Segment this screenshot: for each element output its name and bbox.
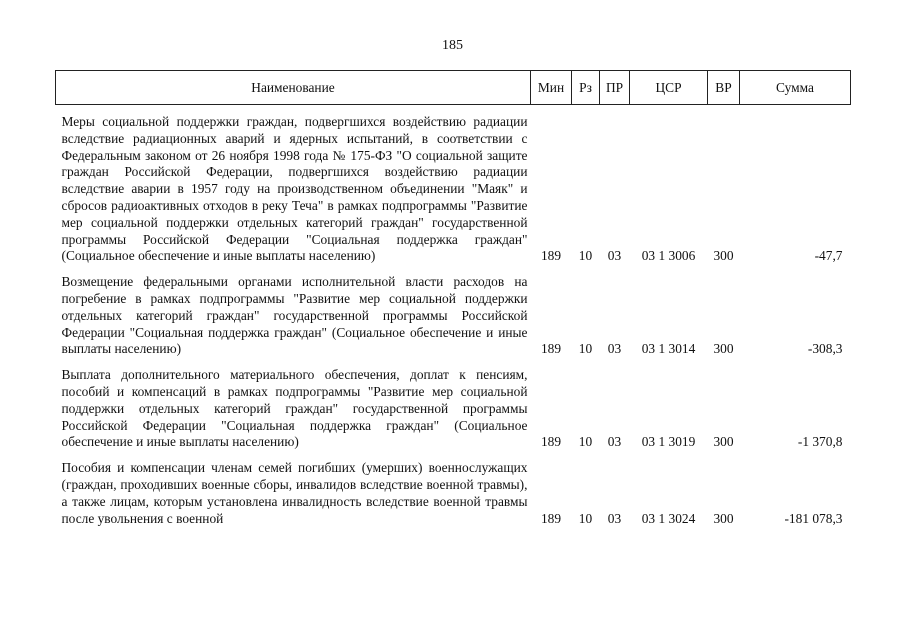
column-header-min: Мин — [531, 71, 572, 105]
column-header-rz: Рз — [572, 71, 600, 105]
column-header-sum: Сумма — [740, 71, 851, 105]
column-header-name: Наименование — [56, 71, 531, 105]
table-row — [56, 367, 851, 451]
row-pr: 03 — [607, 510, 622, 526]
row-rz: 10 — [578, 341, 593, 357]
row-name: Выплата дополнительного материального обеспечения, доплат к пенсиям, пособий и компенсаций в рамках подпрограммы "Развитие мер социальной поддержки отдельных категорий граждан" государственной программы Российской Федерации "Социальная поддержка граждан" (Социальное обеспечение и иные выплаты населению) — [61, 367, 528, 450]
column-header-csr: ЦСР — [630, 71, 708, 105]
row-rz: 10 — [578, 248, 593, 264]
row-pr: 03 — [607, 248, 622, 264]
row-min: 189 — [540, 341, 562, 357]
table-body — [56, 105, 851, 528]
row-csr: 03 1 3014 — [641, 341, 696, 357]
row-rz: 10 — [578, 510, 593, 526]
row-csr: 03 1 3019 — [641, 434, 696, 450]
row-pr: 03 — [607, 434, 622, 450]
row-min: 189 — [540, 248, 562, 264]
row-name: Возмещение федеральными органами исполнительной власти расходов на погребение в рамках подпрограммы "Развитие мер социальной поддержки отдельных категорий граждан" государственной программы Российской Федерации "Социальная поддержка граждан" (Социальное обеспечение и иные выплаты населению) — [61, 274, 528, 357]
row-csr: 03 1 3024 — [641, 510, 696, 526]
table-row — [56, 460, 851, 527]
row-sum: -181 078,3 — [784, 510, 843, 526]
row-vr: 300 — [713, 248, 734, 264]
row-sum: -1 370,8 — [797, 434, 843, 450]
row-vr: 300 — [713, 341, 734, 357]
table-row — [56, 114, 851, 265]
budget-table — [55, 70, 851, 527]
page-number: 185 — [442, 38, 463, 53]
row-name: Меры социальной поддержки граждан, подвергшихся воздействию радиации вследствие радиационных аварий и ядерных испытаний, в соответствии с Федеральным законом от 26 ноября 1998 года № 175-ФЗ "О социальной защите граждан Российской Федерации, подвергшихся воздействию радиации вследствие аварии в 1957 году на производственном объединении "Маяк" и сбросов радиоактивных отходов в реку Теча" в рамках подпрограммы "Развитие мер социальной поддержки отдельных категорий граждан" государственной программы Российской Федерации "Социальная поддержка граждан" (Социальное обеспечение и иные выплаты населению) — [61, 114, 528, 264]
row-sum: -308,3 — [807, 341, 843, 357]
table-header — [56, 71, 851, 105]
row-min: 189 — [540, 510, 562, 526]
row-sum: -47,7 — [814, 248, 843, 264]
row-min: 189 — [540, 434, 562, 450]
header-row — [56, 71, 851, 105]
row-vr: 300 — [713, 434, 734, 450]
column-header-pr: ПР — [600, 71, 630, 105]
row-vr: 300 — [713, 510, 734, 526]
row-csr: 03 1 3006 — [641, 248, 696, 264]
table-row — [56, 274, 851, 358]
row-pr: 03 — [607, 341, 622, 357]
column-header-vr: ВР — [708, 71, 740, 105]
row-name: Пособия и компенсации членам семей погибших (умерших) военнослужащих (граждан, проходивших военные сборы, инвалидов вследствие военной травмы), а также лицам, которым установлена инвалидность вследствие военной травмы после увольнения с военной — [61, 460, 528, 526]
row-rz: 10 — [578, 434, 593, 450]
